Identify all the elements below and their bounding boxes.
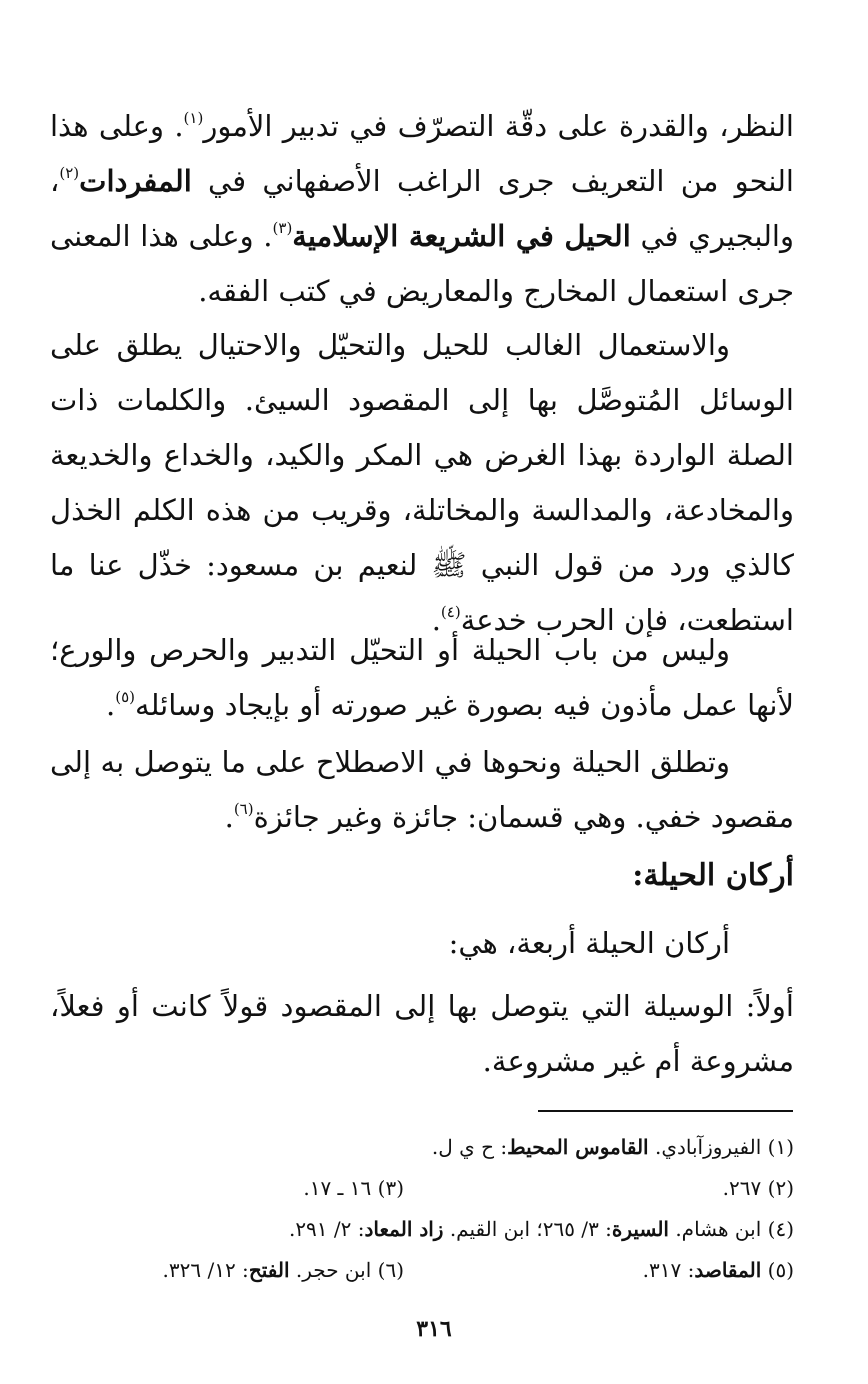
footnote-number: (٦) <box>377 1258 404 1282</box>
footnote-text: ١٦ ـ ١٧. <box>303 1176 372 1200</box>
footnote-book-title: الفتح <box>248 1258 290 1282</box>
footnote-text: ٢٦٧. <box>722 1176 762 1200</box>
footnote-ref-2: (٢) <box>59 164 80 182</box>
paragraph-text: ، والبجيري في <box>50 164 794 253</box>
footnote-book-title: السيرة <box>611 1217 669 1241</box>
paragraph-usage <box>50 318 794 648</box>
footnote-text: : ١٢/ ٣٢٦. <box>162 1258 249 1282</box>
footnote-book-title: زاد المعاد <box>364 1217 444 1241</box>
book-title-hiyal: الحيل في الشريعة الإسلامية <box>292 219 631 253</box>
footnote-number: (٥) <box>767 1258 794 1282</box>
footnote-text: ابن حجر. <box>289 1258 372 1282</box>
section-heading: أركان الحيلة: <box>632 858 794 893</box>
footnote-text: : ٢/ ٢٩١. <box>288 1217 365 1241</box>
footnote-5 <box>404 1256 794 1284</box>
footnote-row-2-3 <box>50 1174 794 1202</box>
footnote-3 <box>303 1174 404 1202</box>
paragraph-terminology <box>50 735 794 845</box>
footnote-text: الفيروزآبادي. <box>648 1135 762 1159</box>
footnote-text: : ٣١٧. <box>642 1258 695 1282</box>
paragraph-text: النظر، والقدرة على دقّة التصرّف في تدبير الأمور <box>203 109 794 143</box>
footnote-2 <box>404 1174 794 1202</box>
footnote-row-5-6 <box>50 1256 794 1284</box>
paragraph-text: والاستعمال الغالب للحيل والتحيّل والاحتيال يطلق على الوسائل المُتوصَّل بها إلى المقصود السيئ. والكلمات ذات الصلة الواردة بهذا الغرض هي المكر والكيد، والخداع والخديعة والمخادعة، والمدالسة والمخاتلة، وقريب من هذه الكلم الخذل كالذي ورد من قول النبي ﷺ لنعيم بن مسعود: خذّل عنا ما استطعت، فإن الحرب خدعة <box>50 328 794 637</box>
paragraph-text: . <box>431 603 441 637</box>
paragraph-text: وليس من باب الحيلة أو التحيّل التدبير والحرص والورع؛ لأنها عمل مأذون فيه بصورة غير صورته أو بإيجاد وسائله <box>50 633 794 722</box>
page-number: ٣١٦ <box>416 1316 452 1342</box>
footnote-text: ابن هشام. <box>668 1217 762 1241</box>
footnote-text: : ٣/ ٢٦٥؛ ابن القيم. <box>443 1217 612 1241</box>
footnote-number: (٣) <box>377 1176 404 1200</box>
paragraph-text: . <box>106 688 116 722</box>
footnote-book-title: المقاصد <box>694 1258 762 1282</box>
book-title-mufradat: المفردات <box>79 164 192 198</box>
paragraph-first-pillar: أولاً: الوسيلة التي يتوصل بها إلى المقصود قولاً كانت أو فعلاً، مشروعة أم غير مشروعة. <box>50 989 794 1078</box>
footnote-ref-4: (٤) <box>440 603 461 621</box>
paragraph-text: . <box>224 800 234 834</box>
footnote-4 <box>50 1215 794 1243</box>
footnote-number: (١) <box>767 1135 794 1159</box>
paragraph-definition <box>50 99 794 319</box>
footnote-number: (٢) <box>767 1176 794 1200</box>
paragraph-text: . وعلى هذا المعنى جرى استعمال المخارج والمعاريض في كتب الفقه. <box>50 219 794 308</box>
footnote-divider <box>538 1110 793 1112</box>
footnote-ref-1: (١) <box>183 109 204 127</box>
footnote-ref-5: (٥) <box>115 688 136 706</box>
paragraph-text: . وعلى هذا النحو من التعريف جرى الراغب الأصفهاني في <box>50 109 794 198</box>
paragraph-pillars-intro: أركان الحيلة أربعة، هي: <box>448 926 730 960</box>
footnote-6 <box>163 1256 404 1284</box>
footnote-ref-6: (٦) <box>233 800 254 818</box>
footnote-number: (٤) <box>767 1217 794 1241</box>
paragraph-text: وتطلق الحيلة ونحوها في الاصطلاح على ما يتوصل به إلى مقصود خفي. وهي قسمان: جائزة وغير جائزة <box>50 745 794 834</box>
footnote-ref-3: (٣) <box>272 219 293 237</box>
paragraph-exclusion <box>50 623 794 733</box>
footnote-text: : ح ي ل. <box>431 1135 508 1159</box>
footnote-book-title: القاموس المحيط <box>507 1135 649 1159</box>
footnote-1 <box>50 1133 794 1161</box>
